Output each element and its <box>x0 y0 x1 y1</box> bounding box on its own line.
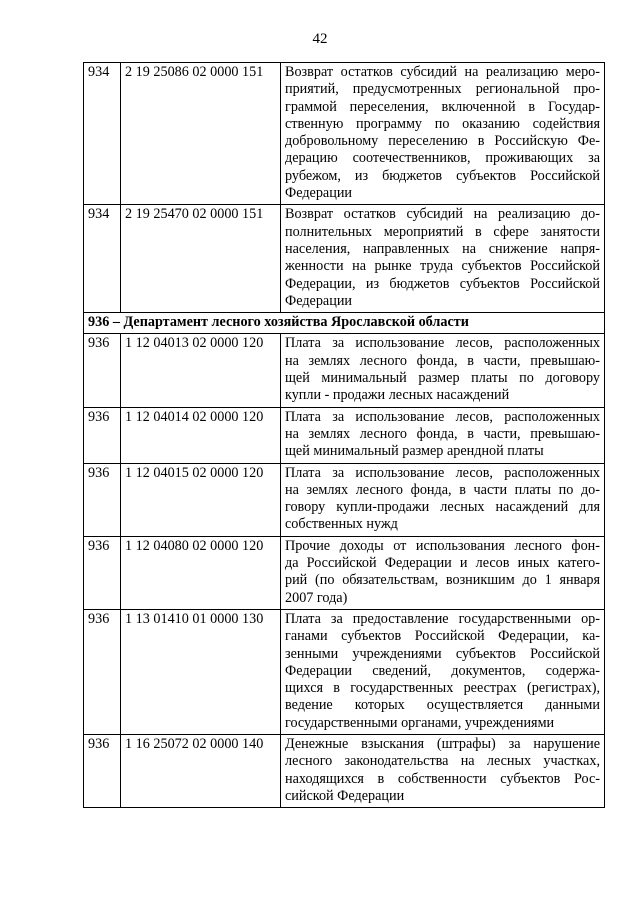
revenue-name-line: дерацию соотечественников, проживающих за <box>285 150 600 167</box>
admin-code-cell: 936 <box>84 334 121 407</box>
revenue-name-line: Федерации <box>285 185 353 202</box>
revenue-name-line: Федерации сведений, документов, содержа- <box>285 662 600 679</box>
table-row <box>84 463 605 536</box>
revenue-name-line: собственных нужд <box>285 516 398 533</box>
revenue-name-line: зенными учреждениями субъектов Российской <box>285 645 600 662</box>
revenue-name-line: Федерации, из бюджетов субъектов Российской <box>285 275 600 292</box>
revenue-name-line: рубежом, из бюджетов субъектов Российской <box>285 167 600 184</box>
budget-code-cell: 2 19 25470 02 0000 151 <box>121 205 281 313</box>
revenue-name-line: населения, направленных на снижение напря- <box>285 240 600 257</box>
section-header-row <box>84 313 605 334</box>
revenue-name-cell <box>281 407 605 463</box>
budget-code-cell: 2 19 25086 02 0000 151 <box>121 63 281 205</box>
revenue-name-cell <box>281 734 605 807</box>
table-row <box>84 536 605 609</box>
revenue-name-line: ведение которых осуществляется данными <box>285 697 600 714</box>
revenue-name-line: сийской Федерации <box>285 787 405 804</box>
table-row <box>84 407 605 463</box>
budget-code-cell: 1 13 01410 01 0000 130 <box>121 609 281 734</box>
revenue-name-line: на землях лесного фонда, в части платы по до- <box>285 481 600 498</box>
revenue-name-line: женности на рынке труда субъектов Российской <box>285 258 600 275</box>
revenue-name-line: говору купли-продажи лесных насаждений для <box>285 499 600 516</box>
revenue-name-cell <box>281 609 605 734</box>
revenue-name-line: рий (по обязательствам, возникшим до 1 января <box>285 572 600 589</box>
revenue-name-line: щей минимальный размер арендной платы <box>285 443 544 460</box>
admin-code-cell: 936 <box>84 734 121 807</box>
section-title: 936 – Департамент лесного хозяйства Ярославской области <box>84 313 605 334</box>
revenue-name-line: на землях лесного фонда, в части, превышаю- <box>285 352 600 369</box>
revenue-name-line: да Российской Федерации и лесов иных катего- <box>285 555 600 572</box>
revenue-name-line: граммой переселения, включенной в Государ- <box>285 98 600 115</box>
table-row <box>84 734 605 807</box>
revenue-name-line: на землях лесного фонда, в части, превышаю- <box>285 425 600 442</box>
table-row <box>84 609 605 734</box>
revenue-name-cell <box>281 334 605 407</box>
revenue-name-line: щей минимальный размер платы по договору <box>285 370 600 387</box>
revenue-name-line: Возврат остатков субсидий на реализацию меро- <box>285 64 600 80</box>
revenue-name-line: Возврат остатков субсидий на реализацию до- <box>285 206 600 223</box>
revenue-name-line: Федерации <box>285 292 353 309</box>
revenue-name-line: ственную программу по оказанию содействия <box>285 115 600 132</box>
revenue-name-cell <box>281 205 605 313</box>
revenue-name-line: добровольному переселению в Российскую Фе- <box>285 133 600 150</box>
revenue-name-line: Плата за предоставление государственными ор- <box>285 610 600 627</box>
revenue-name-line: приятий, предусмотренных региональной про- <box>285 81 600 98</box>
revenue-name-cell <box>281 63 605 205</box>
revenue-name-line: находящихся в собственности субъектов Рос- <box>285 770 600 787</box>
budget-code-cell: 1 12 04013 02 0000 120 <box>121 334 281 407</box>
admin-code-cell: 934 <box>84 205 121 313</box>
admin-code-cell: 936 <box>84 463 121 536</box>
revenue-name-line: Прочие доходы от использования лесного фон- <box>285 537 600 554</box>
revenue-name-line: полнительных мероприятий в сфере занятости <box>285 223 600 240</box>
revenue-name-line: ганами субъектов Российской Федерации, ка- <box>285 628 600 645</box>
table-row <box>84 205 605 313</box>
admin-code-cell: 936 <box>84 609 121 734</box>
revenue-name-cell <box>281 536 605 609</box>
admin-code-cell: 936 <box>84 536 121 609</box>
table-body <box>84 63 605 808</box>
admin-code-cell: 936 <box>84 407 121 463</box>
revenue-name-line: 2007 года) <box>285 589 348 606</box>
table-row <box>84 334 605 407</box>
revenue-name-line: лесного законодательства на лесных участках, <box>285 753 600 770</box>
budget-code-cell: 1 16 25072 02 0000 140 <box>121 734 281 807</box>
budget-code-cell: 1 12 04014 02 0000 120 <box>121 407 281 463</box>
admin-code-cell: 934 <box>84 63 121 205</box>
revenue-name-line: купли - продажи лесных насаждений <box>285 387 510 404</box>
revenue-name-line: Плата за использование лесов, расположенных <box>285 464 600 481</box>
revenue-name-cell <box>281 463 605 536</box>
budget-classification-table <box>83 62 605 808</box>
budget-code-cell: 1 12 04015 02 0000 120 <box>121 463 281 536</box>
revenue-name-line: Денежные взыскания (штрафы) за нарушение <box>285 735 600 752</box>
budget-code-cell: 1 12 04080 02 0000 120 <box>121 536 281 609</box>
revenue-name-line: Плата за использование лесов, расположенных <box>285 335 600 352</box>
revenue-name-line: щихся в государственных реестрах (регистрах), <box>285 680 600 697</box>
page-number: 42 <box>312 31 328 47</box>
revenue-name-line: государственными органами, учреждениями <box>285 714 555 731</box>
revenue-name-line: Плата за использование лесов, расположенных <box>285 408 600 425</box>
table-row <box>84 63 605 205</box>
